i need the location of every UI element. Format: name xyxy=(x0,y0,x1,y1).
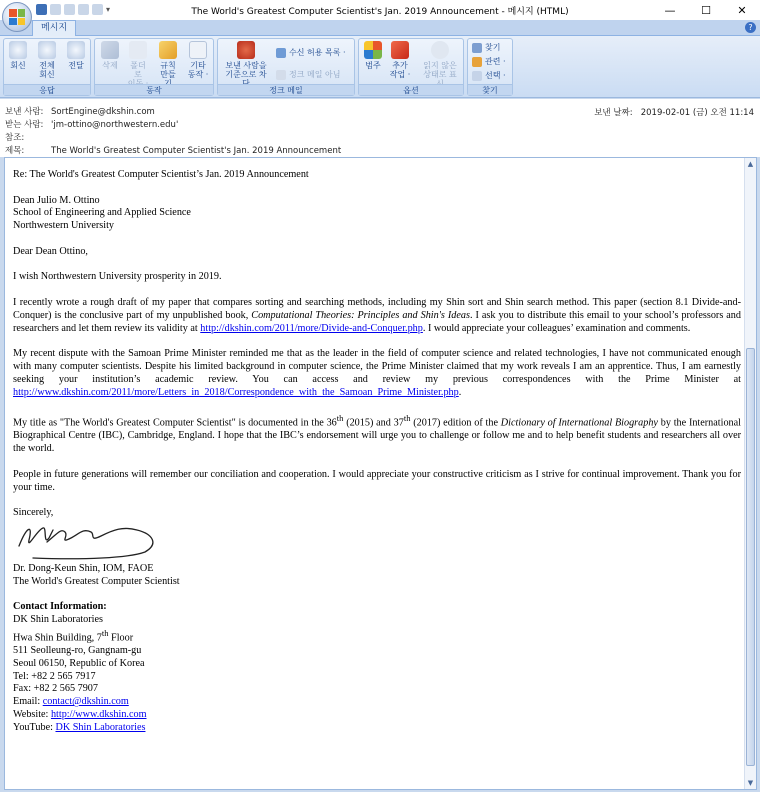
block-sender-icon xyxy=(237,41,255,59)
to-row: 받는 사람: 'jm-ottino@northwestern.edu' xyxy=(5,120,179,130)
ribbon xyxy=(0,36,760,98)
contact-fax: Fax: +82 2 565 7907 xyxy=(13,683,98,695)
youtube-link[interactable]: DK Shin Laboratories xyxy=(55,721,146,733)
contact-heading: Contact Information: xyxy=(13,601,107,613)
contact-org: DK Shin Laboratories xyxy=(13,614,103,626)
message-content xyxy=(13,169,741,735)
re-line: Re: The World's Greatest Computer Scientist’s Jan. 2019 Announcement xyxy=(13,169,309,180)
categorize-button[interactable]: 범주 xyxy=(362,41,384,70)
salutation: Dear Dean Ottino, xyxy=(13,245,88,257)
dictionary-title: Dictionary of International Biography xyxy=(500,417,658,429)
from-value[interactable]: SortEngine@dkshin.com xyxy=(51,107,155,117)
contact-city: Seoul 06150, Republic of Korea xyxy=(13,657,145,669)
block-sender-button[interactable]: 보낸 사람을 기준으로 차 xyxy=(224,41,268,88)
select-button[interactable]: 선택 · xyxy=(472,70,506,81)
to-value[interactable]: 'jm-ottino@northwestern.edu' xyxy=(51,120,179,130)
message-body[interactable] xyxy=(4,157,757,790)
contact-building: Hwa Shin Building, 7th Floor xyxy=(13,627,134,644)
delete-button[interactable]: 삭제 xyxy=(99,41,121,70)
move-to-folder-button[interactable]: 폴더로 xyxy=(127,41,149,88)
closing: Sincerely, xyxy=(13,507,54,519)
find-button[interactable]: 찾기 xyxy=(472,42,500,53)
sent-date: 보낸 날짜: 2019-02-01 (금) 오전 11:14 xyxy=(594,108,754,118)
samoan-correspondence-link[interactable]: http://www.dkshin.com/2011/more/Letters_in_2018/Correspondence_with_the_Samoan_Prime_Minister.php xyxy=(13,386,459,398)
respond-group xyxy=(3,38,91,96)
undo-icon[interactable] xyxy=(50,4,61,15)
quick-access-toolbar xyxy=(36,4,110,15)
safe-list-button[interactable]: 수신 허용 목록 · xyxy=(276,47,346,58)
related-button[interactable]: 관련 · xyxy=(472,56,506,67)
mark-unread-button[interactable]: 읽지 않은 상태로 표 xyxy=(421,41,459,88)
title-bar xyxy=(0,0,760,20)
contact-tel: Tel: +82 2 565 7917 xyxy=(13,670,96,682)
rule-folder-icon xyxy=(159,41,177,59)
recipient-address: Dean Julio M. Ottino School of Engineering and Applied Science Northwestern University xyxy=(13,194,191,232)
signature-name: Dr. Dong-Keun Shin, IOM, FAOE xyxy=(13,562,154,574)
website-link[interactable]: http://www.dkshin.com xyxy=(50,709,147,721)
book-title: Computational Theories: Principles and Shin's Ideas xyxy=(251,309,470,321)
subject-row: 제목: The World's Greatest Computer Scientist's Jan. 2019 Announcement xyxy=(5,146,342,156)
create-rule-button[interactable]: 규칙 만들 xyxy=(157,41,179,88)
options-group xyxy=(358,38,464,96)
tab-message[interactable]: 메시지 xyxy=(32,20,76,36)
categorize-icon xyxy=(364,41,382,59)
contact-street: 511 Seolleung-ro, Gangnam-gu xyxy=(13,645,142,657)
scrollbar-thumb[interactable] xyxy=(746,348,755,766)
move-folder-icon xyxy=(129,41,147,59)
contact-website: Website: http://www.dkshin.com xyxy=(13,709,147,721)
contact-email: Email: contact@dkshin.com xyxy=(13,696,129,708)
reply-all-icon xyxy=(38,41,56,59)
flag-icon xyxy=(391,41,409,59)
subject-value: The World's Greatest Computer Scientist's Jan. 2019 Announcement xyxy=(51,146,342,156)
customize-qat-icon[interactable]: ▾ xyxy=(106,5,111,14)
other-actions-button[interactable]: 기타 동작 · xyxy=(187,41,209,79)
safe-list-icon xyxy=(276,48,286,58)
forward-button[interactable]: 전달 xyxy=(65,41,87,70)
vertical-scrollbar[interactable] xyxy=(744,158,756,789)
reply-all-button[interactable]: 전체 회신 xyxy=(36,41,58,79)
select-arrow-icon xyxy=(472,71,482,81)
up-arrow-icon[interactable] xyxy=(78,4,89,15)
actions-group xyxy=(94,38,214,96)
divide-and-conquer-link[interactable]: http://dkshin.com/2011/more/Divide-and-Conquer.php xyxy=(200,322,423,334)
help-icon[interactable]: ? xyxy=(745,22,756,33)
paragraph-4: My title as "The World's Greatest Computer Scientist" is documented in the 36th (2015) and 37th (2017) edition of the Dictionary of International Biography by the International Biographical Centre (IBC), Cambridge, England. I hope that the IBC’s endorsement will urge you to challenge or follow me and to help benefit students and researchers all over the world. xyxy=(13,413,741,455)
save-icon[interactable] xyxy=(36,4,47,15)
find-group xyxy=(467,38,513,96)
forward-icon xyxy=(67,41,85,59)
window-title: The World's Greatest Computer Scientist's Jan. 2019 Announcement - 메시지 (HTML) xyxy=(191,7,569,17)
actions-group-label: 동작 xyxy=(95,84,213,95)
scroll-up-icon[interactable]: ▲ xyxy=(747,160,754,168)
office-button[interactable] xyxy=(2,2,32,32)
email-link[interactable]: contact@dkshin.com xyxy=(42,696,129,708)
close-button[interactable]: ✕ xyxy=(737,3,747,17)
find-group-label: 찾기 xyxy=(468,84,512,95)
mark-unread-icon xyxy=(431,41,449,59)
reply-icon xyxy=(9,41,27,59)
ribbon-tab-row xyxy=(0,20,760,36)
reply-button[interactable]: 회신 xyxy=(7,41,29,70)
contact-youtube: YouTube: DK Shin Laboratories xyxy=(13,721,146,733)
minimize-button[interactable]: — xyxy=(664,3,676,17)
other-actions-icon xyxy=(189,41,207,59)
down-arrow-icon[interactable] xyxy=(92,4,103,15)
binoculars-icon xyxy=(472,43,482,53)
redo-icon[interactable] xyxy=(64,4,75,15)
junk-group-label: 정크 메일 xyxy=(218,84,354,95)
follow-up-button[interactable]: 추가 작업 · xyxy=(389,41,411,79)
signature-title: The World's Greatest Computer Scientist xyxy=(13,575,180,587)
paragraph-2: I recently wrote a rough draft of my paper that compares sorting and searching methods, including my Shin sort and Shin search method. This paper (section 8.1 Divide-and-Conquer) is the conclusive part of my unpublished book, Computational Theories: Principles and Shin's Ideas. I ask you to distribute this email to your school’s professors and researchers and let them review its validity at http://dkshin.com/2011/more/Divide-and-Conquer.php. I would appreciate your colleagues’ examination and comments. xyxy=(13,296,741,334)
handwritten-signature xyxy=(13,516,163,560)
junk-group xyxy=(217,38,355,96)
related-icon xyxy=(472,57,482,67)
paragraph-3: My recent dispute with the Samoan Prime Minister reminded me that as the leader in the field of computer science and related technologies, I have not communicated enough with many computer scientists. Despite his limited background in computer science, the Prime Minister claimed that my work reveals I am an apprentice. Thus, I am earnestly seeking your institution’s academic review. You can access and review my previous correspondences with the Prime Minister at http://www.dkshin.com/2011/more/Letters_in_2018/Correspondence_with_the_Samoan_Prime_Minister.php. xyxy=(13,348,741,398)
paragraph-5: People in future generations will remember our conciliation and cooperation. I would appreciate your constructive criticism as I strive for continual improvement. Thank you for your time. xyxy=(13,468,741,493)
delete-x-icon xyxy=(101,41,119,59)
cc-row: 참조: xyxy=(5,133,25,143)
respond-group-label: 응답 xyxy=(4,84,90,95)
not-junk-icon xyxy=(276,70,286,80)
scroll-down-icon[interactable]: ▼ xyxy=(747,779,754,787)
from-row: 보낸 사람: SortEngine@dkshin.com xyxy=(5,107,155,117)
options-group-label: 옵션 xyxy=(359,84,463,95)
office-logo-icon xyxy=(9,9,25,25)
message-header xyxy=(0,99,760,157)
paragraph-1: I wish Northwestern University prosperity in 2019. xyxy=(13,271,222,283)
maximize-button[interactable]: ☐ xyxy=(701,3,711,17)
not-junk-button[interactable]: 정크 메일 아님 xyxy=(276,69,340,80)
